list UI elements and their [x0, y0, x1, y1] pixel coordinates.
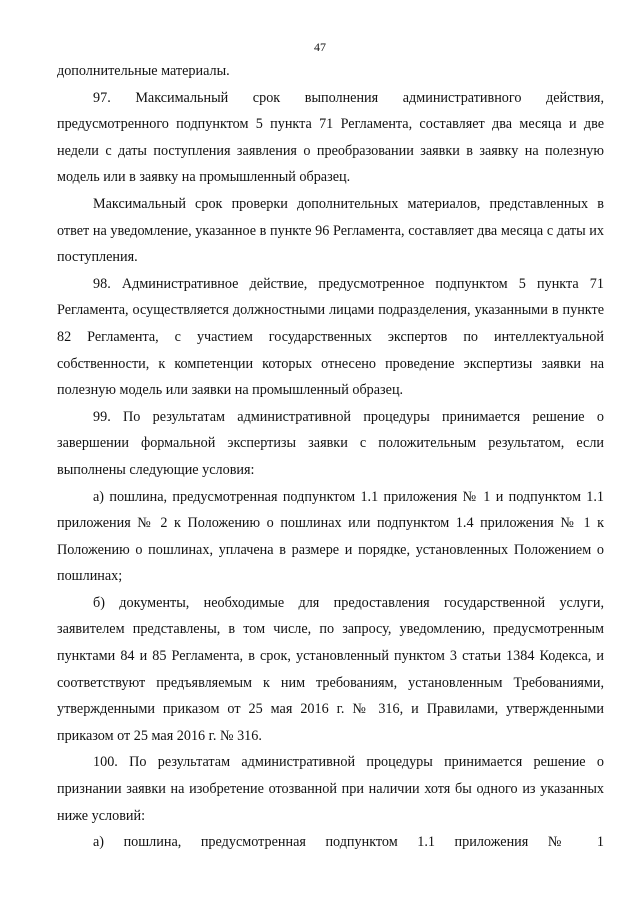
page-number: 47 [314, 40, 326, 54]
paragraph-98: 98. Административное действие, предусмотренное подпунктом 5 пункта 71 Регламента, осуществляется должностными лицами подразделения, указанными в пункте 82 Регламента, с участием государственных экспертов по интеллектуальной собственности, к компетенции которых отнесено проведение экспертизы заявки на полезную модель или заявки на промышленный образец. [57, 275, 604, 399]
paragraph-97: 97. Максимальный срок выполнения административного действия, предусмотренного подпунктом 5 пункта 71 Регламента, составляет два месяца и две недели с даты поступления заявления о преобразовании заявки в заявку на полезную модель или в заявку на промышленный образец. [57, 89, 604, 186]
paragraph-continuation: дополнительные материалы. [57, 63, 230, 79]
paragraph-100: 100. По результатам административной процедуры принимается решение о признании заявки на изобретение отозванной при наличии хотя бы одного из указанных ниже условий: [57, 754, 604, 824]
paragraph-99-a: а) пошлина, предусмотренная подпунктом 1.1 приложения № 1 и подпунктом 1.1 приложения № 2 к Положению о пошлинах или подпунктом 1.4 приложения № 1 к Положению о пошлинах, уплачена в размере и порядке, установленных Положением о пошлинах; [57, 488, 604, 585]
paragraph-97-max-term: Максимальный срок проверки дополнительных материалов, представленных в ответ на уведомление, указанное в пункте 96 Регламента, составляет два месяца с даты их поступления. [57, 195, 604, 266]
paragraph-100-a: а) пошлина, предусмотренная подпунктом 1.1 приложения № 1 [93, 834, 604, 851]
paragraph-99: 99. По результатам административной процедуры принимается решение о завершении формальной экспертизы заявки с положительным результатом, если выполнены следующие условия: [57, 408, 604, 478]
paragraph-99-b: б) документы, необходимые для предоставления государственной услуги, заявителем представлены, в том числе, по запросу, уведомлению, предусмотренным пунктами 84 и 85 Регламента, в срок, установленный пунктом 3 статьи 1384 Кодекса, и соответствуют предъявляемым к ним требованиям, установленным Требованиями, утвержденными приказом от 25 мая 2016 г. № 316, и Правилами, утвержденными приказом от 25 мая 2016 г. № 316. [57, 594, 604, 744]
document-body [57, 58, 604, 856]
